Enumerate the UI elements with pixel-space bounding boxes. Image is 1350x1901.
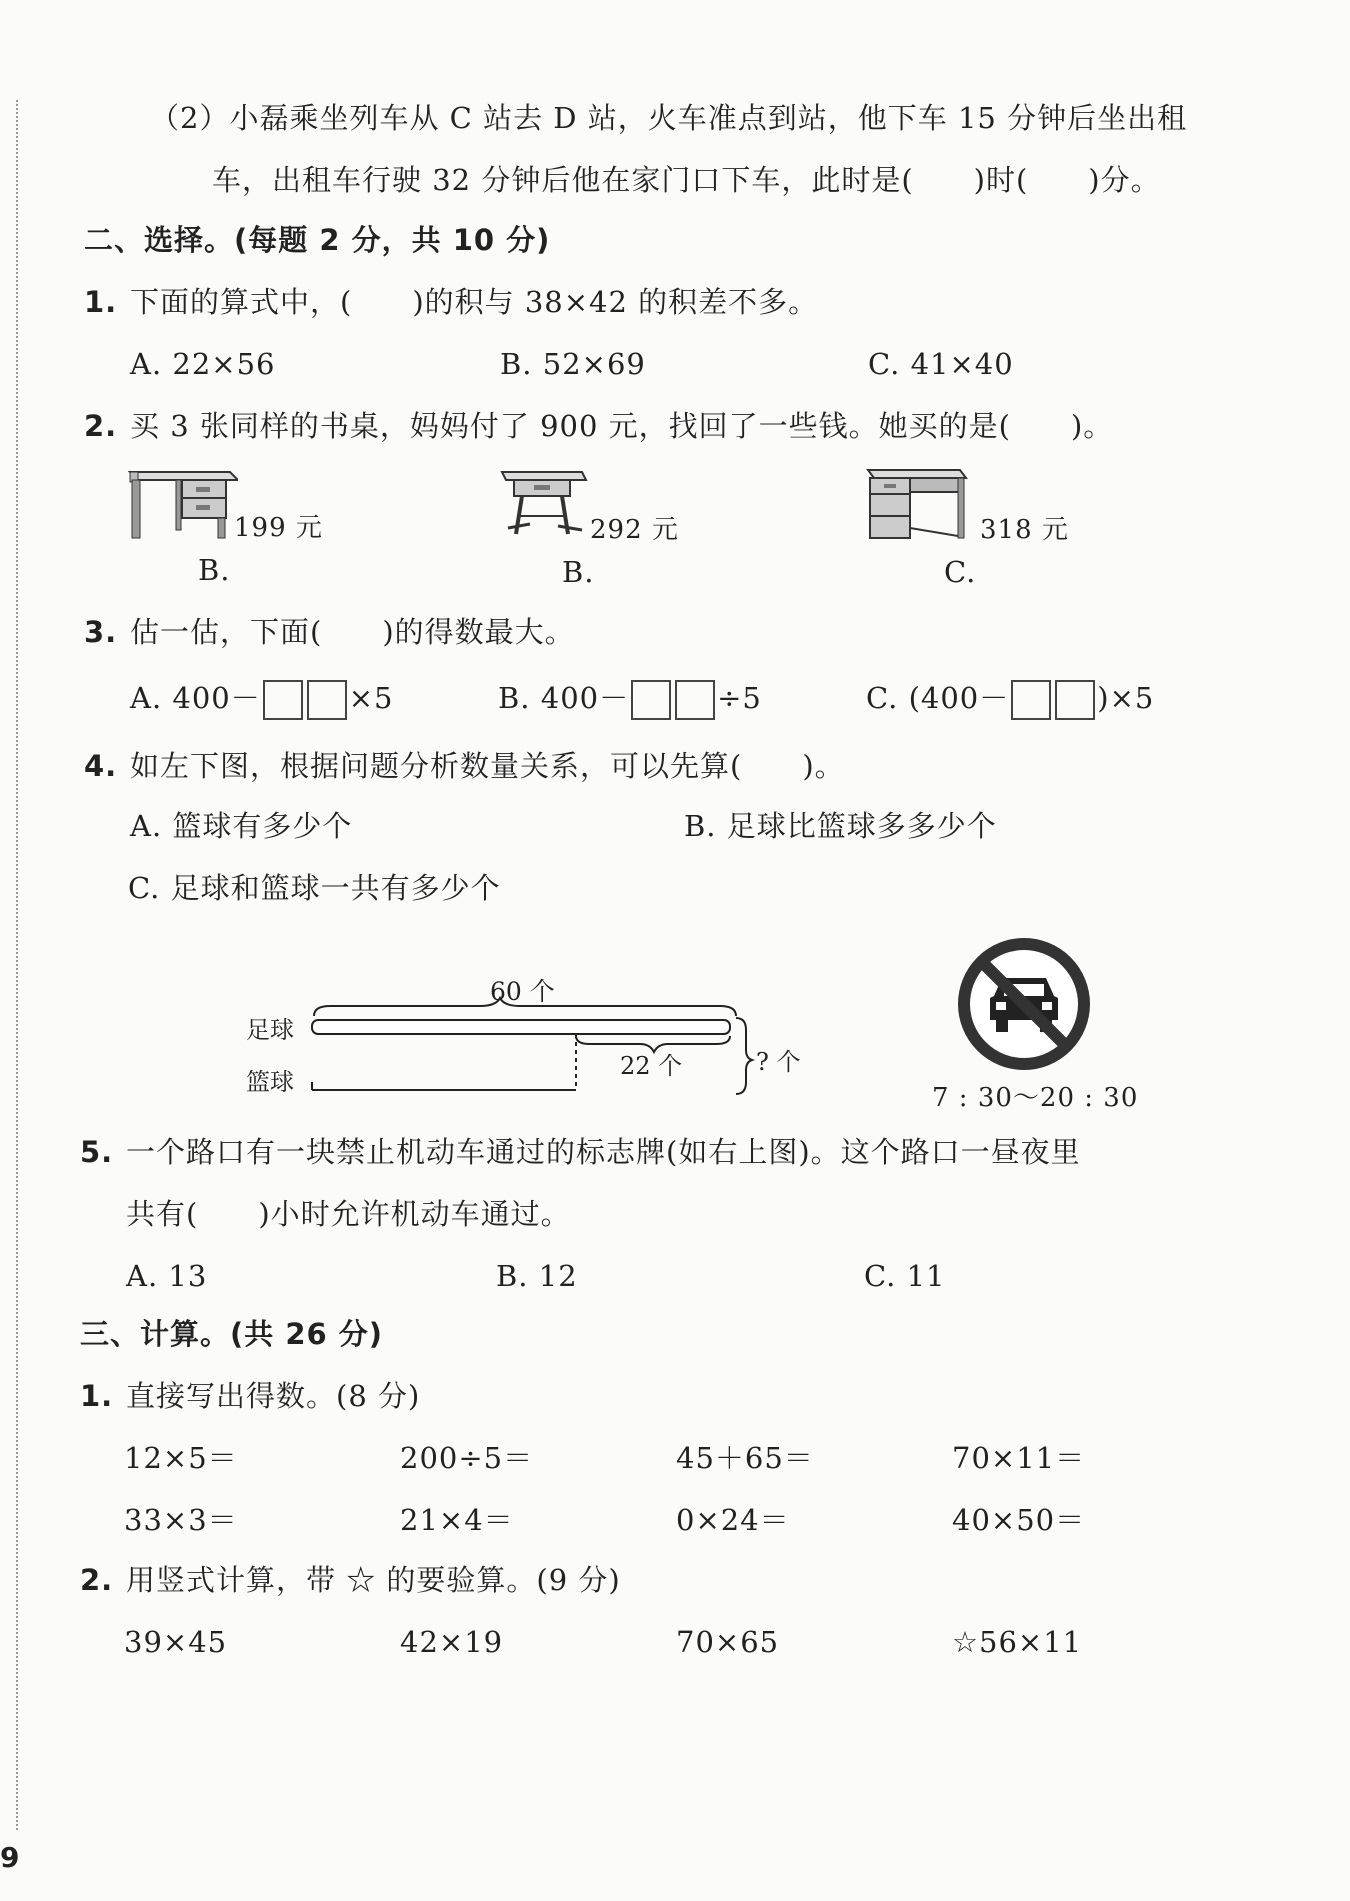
- q3-option-c: [866, 680, 1154, 720]
- soccer-bar: [312, 1020, 730, 1034]
- q1-number: 1.: [84, 285, 118, 319]
- vertical-calc-item: 70×65: [676, 1625, 780, 1659]
- q4-number: 4.: [84, 749, 118, 783]
- calc-item: 40×50＝: [952, 1503, 1086, 1537]
- binding-margin-line: [16, 100, 18, 1830]
- section3-title: 三、计算。(共 26 分): [80, 1317, 384, 1351]
- q3-c-prefix: C. (400－: [866, 681, 1010, 715]
- diagram-basketball-label: 篮球: [246, 1068, 294, 1096]
- q4-option-b: B. 足球比篮球多多少个: [684, 809, 997, 843]
- q4-option-a: A. 篮球有多少个: [130, 809, 353, 843]
- q5-line2: 共有( )小时允许机动车通过。: [126, 1197, 571, 1231]
- desk-b-letter: B.: [562, 555, 595, 589]
- q4-text: 如左下图，根据问题分析数量关系，可以先算( )。: [130, 749, 845, 783]
- calc2-number: 2.: [80, 1563, 114, 1597]
- desk-a-image: [128, 466, 238, 542]
- calc1-text: 直接写出得数。(8 分): [126, 1379, 421, 1413]
- calc-item: 12×5＝: [124, 1441, 238, 1475]
- vertical-calc-item: 39×45: [124, 1625, 228, 1659]
- vertical-calc-item: 42×19: [400, 1625, 504, 1659]
- calc-item: 45＋65＝: [676, 1441, 814, 1475]
- blank-box: [263, 680, 303, 720]
- calc-item: 21×4＝: [400, 1503, 514, 1537]
- desk-c-price: 318 元: [980, 515, 1069, 545]
- q1-text: 下面的算式中，( )的积与 38×42 的积差不多。: [130, 285, 819, 319]
- desk-a-letter: B.: [198, 553, 231, 587]
- difference-brace: [576, 1036, 730, 1052]
- diagram-total-label: 60 个: [490, 977, 555, 1006]
- q3-option-a: [130, 680, 393, 720]
- q5-line1: 一个路口有一块禁止机动车通过的标志牌(如右上图)。这个路口一昼夜里: [126, 1135, 1081, 1169]
- q3-b-suffix: ÷5: [717, 681, 762, 715]
- q1-option-c: C. 41×40: [868, 347, 1014, 381]
- calc2-text: 用竖式计算，带 ☆ 的要验算。(9 分): [126, 1563, 621, 1597]
- q3-c-suffix: )×5: [1097, 681, 1155, 715]
- blank-box: [675, 680, 715, 720]
- desk-c-letter: C.: [944, 555, 977, 589]
- diagram-difference-label: 22 个: [620, 1052, 683, 1080]
- q3-text: 估一估，下面( )的得数最大。: [130, 615, 575, 649]
- desk-b-price: 292 元: [590, 515, 679, 545]
- line-segment-diagram: [240, 970, 820, 1110]
- prev-question-line1: （2）小磊乘坐列车从 C 站去 D 站，火车准点到站，他下车 15 分钟后坐出租: [150, 101, 1188, 135]
- blank-box: [1055, 680, 1095, 720]
- q4-option-c: C. 足球和篮球一共有多少个: [128, 871, 501, 905]
- q3-a-prefix: A. 400－: [130, 681, 261, 715]
- sum-brace: [736, 1018, 752, 1094]
- q1-option-a: A. 22×56: [130, 347, 276, 381]
- calc-item: 70×11＝: [952, 1441, 1086, 1475]
- prev-question-line2: 车，出租车行驶 32 分钟后他在家门口下车，此时是( )时( )分。: [212, 163, 1161, 197]
- blank-box: [307, 680, 347, 720]
- no-motor-vehicle-sign-icon: [958, 938, 1090, 1070]
- q5-option-c: C. 11: [864, 1259, 946, 1293]
- desk-c-image: [866, 468, 978, 544]
- q5-option-a: A. 13: [126, 1259, 208, 1293]
- q2-text: 买 3 张同样的书桌，妈妈付了 900 元，找回了一些钱。她买的是( )。: [130, 409, 1114, 443]
- blank-box: [1011, 680, 1051, 720]
- page-number: 9: [0, 1841, 21, 1874]
- sign-time-range: 7 : 30～20 : 30: [932, 1083, 1139, 1113]
- calc-item: 0×24＝: [676, 1503, 790, 1537]
- calc-item: 33×3＝: [124, 1503, 238, 1537]
- q3-b-prefix: B. 400－: [498, 681, 630, 715]
- q5-option-b: B. 12: [496, 1259, 578, 1293]
- blank-box: [631, 680, 671, 720]
- q2-number: 2.: [84, 409, 118, 443]
- desk-b-image: [500, 468, 590, 544]
- q3-a-suffix: ×5: [348, 681, 394, 715]
- calc1-number: 1.: [80, 1379, 114, 1413]
- q3-number: 3.: [84, 615, 118, 649]
- diagram-question-label: ? 个: [756, 1048, 801, 1076]
- q5-number: 5.: [80, 1135, 114, 1169]
- vertical-calc-item: ☆56×11: [952, 1625, 1083, 1659]
- q3-option-b: [498, 680, 762, 720]
- diagram-soccer-label: 足球: [246, 1016, 294, 1044]
- calc-item: 200÷5＝: [400, 1441, 534, 1475]
- section2-title: 二、选择。(每题 2 分，共 10 分): [84, 223, 551, 257]
- desk-a-price: 199 元: [234, 513, 323, 543]
- q1-option-b: B. 52×69: [500, 347, 646, 381]
